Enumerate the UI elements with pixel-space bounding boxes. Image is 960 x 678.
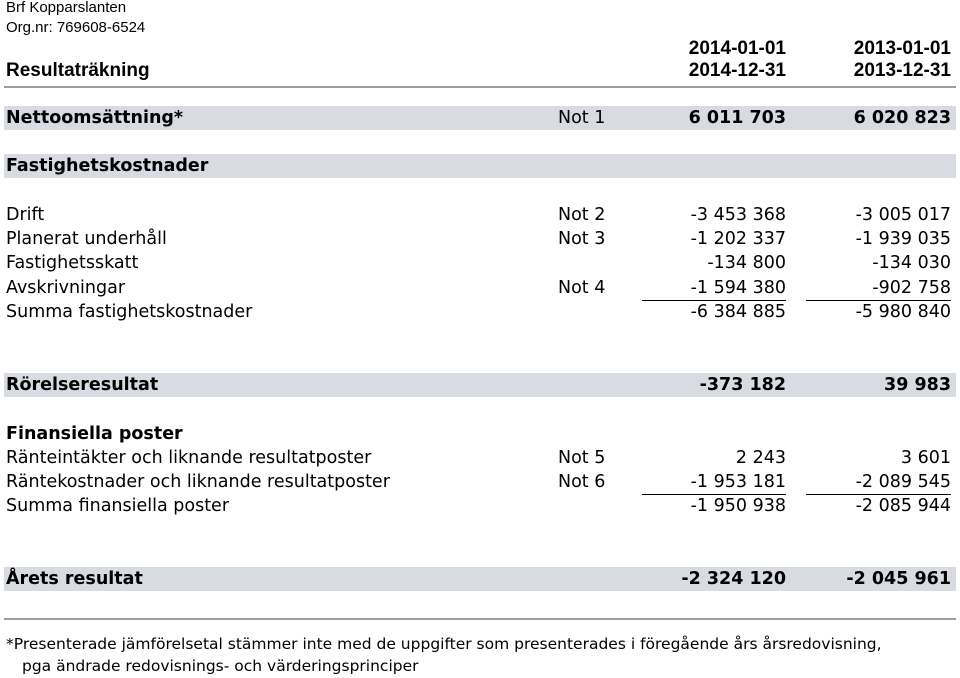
net-sales-prior: 6 020 823 [853,108,951,128]
row-interest-expense-current: -1 953 181 [690,472,786,492]
org-number: Org.nr: 769608-6524 [6,19,146,36]
operating-result-current: -373 182 [699,375,786,395]
row-maintenance-label: Planerat underhåll [6,229,167,249]
row-depreciation-prior: -902 758 [872,278,951,298]
row-interest-expense-label: Räntekostnader och liknande resultatposter [6,472,390,492]
row-maintenance-note: Not 3 [558,229,606,249]
financial-rule-current [642,494,786,495]
header-rule [4,86,956,88]
period-prior-end: 2013-12-31 [853,60,951,81]
net-sales-current: 6 011 703 [688,108,786,128]
financial-items-total-prior: -2 085 944 [855,496,951,516]
financial-rule-prior [806,494,951,495]
row-interest-expense-prior: -2 089 545 [855,472,951,492]
row-maintenance-current: -1 202 337 [690,229,786,249]
row-depreciation-note: Not 4 [558,278,606,298]
row-property-tax-prior: -134 030 [872,253,951,273]
row-drift-note: Not 2 [558,205,606,225]
row-interest-income-prior: 3 601 [900,448,951,468]
company-name: Brf Kopparslanten [6,0,127,16]
period-prior-start: 2013-01-01 [853,38,951,59]
operating-result-label: Rörelseresultat [6,375,159,395]
footer-rule [4,618,956,620]
operating-result-prior: 39 983 [884,375,951,395]
year-result-label: Årets resultat [6,569,143,589]
row-drift-current: -3 453 368 [690,205,786,225]
row-depreciation-label: Avskrivningar [6,278,126,298]
financial-items-heading: Finansiella poster [6,424,183,444]
row-depreciation-current: -1 594 380 [690,278,786,298]
year-result-band [4,567,956,591]
row-property-tax-current: -134 800 [707,253,786,273]
period-current-end: 2014-12-31 [688,60,786,81]
page-title: Resultaträkning [6,60,150,81]
net-sales-note: Not 1 [558,108,606,128]
financial-items-total-current: -1 950 938 [690,496,786,516]
year-result-prior: -2 045 961 [846,569,951,589]
financial-items-total-label: Summa finansiella poster [6,496,230,516]
row-interest-expense-note: Not 6 [558,472,606,492]
row-drift-label: Drift [6,205,45,225]
property-costs-heading: Fastighetskostnader [6,156,209,176]
property-costs-total-label: Summa fastighetskostnader [6,302,253,322]
row-interest-income-current: 2 243 [735,448,786,468]
row-property-tax-label: Fastighetsskatt [6,253,139,273]
subtotal-rule-current [642,300,786,301]
row-drift-prior: -3 005 017 [855,205,951,225]
subtotal-rule-prior [806,300,951,301]
row-interest-income-label: Ränteintäkter och liknande resultatposter [6,448,372,468]
footnote-line-1: *Presenterade jämförelsetal stämmer inte med de uppgifter som presenterades i föregående års årsredovisning, [6,635,882,653]
period-current-start: 2014-01-01 [688,38,786,59]
row-maintenance-prior: -1 939 035 [855,229,951,249]
year-result-current: -2 324 120 [681,569,786,589]
row-interest-income-note: Not 5 [558,448,606,468]
footnote-line-2: pga ändrade redovisnings- och värderingsprinciper [22,657,419,675]
net-sales-label: Nettoomsättning* [6,108,184,128]
property-costs-total-prior: -5 980 840 [855,302,951,322]
property-costs-total-current: -6 384 885 [690,302,786,322]
